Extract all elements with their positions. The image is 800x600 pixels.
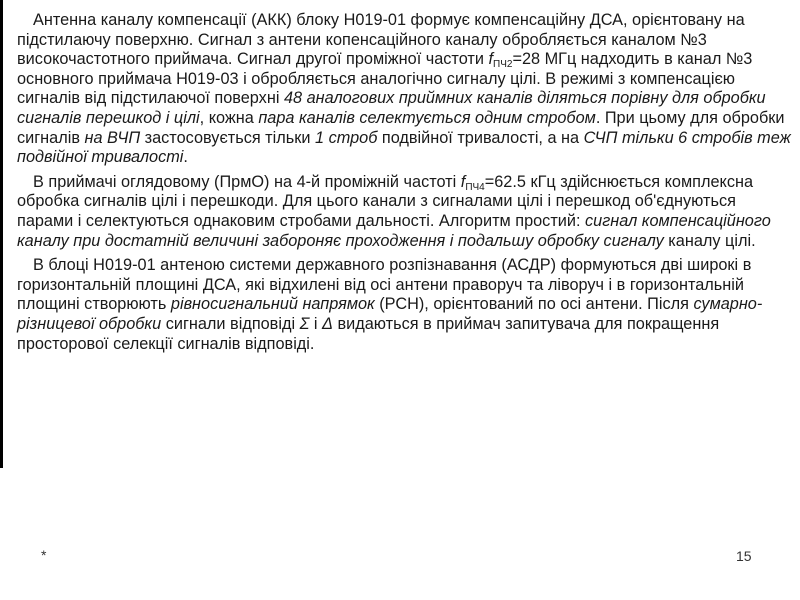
text-segment: . — [183, 148, 188, 167]
text-segment: Антенна каналу компенсації (АКК) блоку Н019-01 формує компенсаційну ДСА, орієнтовану на підстилаючу поверхню. Сигнал з антени копенсаційного каналу обробляється каналом №3 високочастотного приймача. Сигнал другої проміжної частоти — [17, 11, 745, 69]
text-segment: =28 МГц надходить в канал №3 основного приймача Н019-03 і обробляється аналогічно сигналу цілі. В режимі з компенсацією сигналів від підстилаючої поверхні — [17, 50, 753, 108]
subscript-text: ПЧ4 — [465, 181, 485, 193]
text-segment: , кожна — [199, 108, 259, 127]
paragraph — [17, 173, 791, 251]
emphasis-text: сумарно-різницевої обробки — [17, 295, 763, 333]
emphasis-text: рівносигнальний напрямок — [170, 295, 375, 314]
emphasis-text: Σ — [299, 314, 310, 333]
text-segment: . При цьому для обробки сигналів — [17, 108, 785, 147]
subscript-text: ПЧ2 — [493, 59, 513, 71]
text-segment: В приймачі оглядовому (ПрмО) на 4-й проміжній частоті — [33, 172, 461, 191]
body-text — [17, 11, 791, 359]
page-number: 15 — [736, 548, 752, 564]
emphasis-text: пара каналів селектується одним стробом — [258, 108, 596, 127]
emphasis-text: на ВЧП — [84, 128, 141, 147]
emphasis-text: 48 аналогових приймних каналів діляться порівну для обробки сигналів перешкод і цілі — [17, 89, 766, 127]
emphasis-text: f — [488, 50, 494, 69]
footer-marker: * — [41, 547, 47, 563]
text-segment: каналу цілі. — [663, 231, 756, 250]
paragraph — [17, 11, 791, 168]
emphasis-text: СЧП тільки 6 стробів теж подвійної тривалості — [17, 128, 791, 167]
text-segment: (РСН), орієнтований по осі антени. Після — [374, 295, 694, 314]
text-segment: сигнали відповіді — [161, 314, 300, 333]
text-segment: застосовується тільки — [140, 128, 315, 147]
emphasis-text: f — [460, 172, 466, 191]
left-border-bar — [0, 0, 3, 468]
text-segment: подвійної тривалості, а на — [377, 128, 584, 147]
emphasis-text: сигнал компенсаційного каналу при достатній величині забороняє проходження і подальшу обробку сигналу — [17, 211, 771, 250]
text-segment: =62.5 кГц здійснюється комплексна обробка сигналів цілі і перешкоди. Для цього канали з сигналами цілі і перешкод об'єднуються парами і селектуються однаковим стробами дальності. Алгоритм простий: — [17, 172, 754, 230]
emphasis-text: Δ — [322, 314, 333, 333]
text-segment: В блоці Н019-01 антеною системи державного розпізнавання (АСДР) формуються дві широкі в горизонтальній площині ДСА, які відхилені від осі антени праворуч та ліворуч і в горизонтальній площині створюють — [17, 256, 752, 314]
text-segment: видаються в приймач запитувача для покращення просторової селекції сигналів відповіді. — [17, 314, 720, 353]
paragraph — [17, 256, 791, 354]
emphasis-text: 1 строб — [314, 128, 378, 147]
text-segment: і — [309, 314, 323, 333]
